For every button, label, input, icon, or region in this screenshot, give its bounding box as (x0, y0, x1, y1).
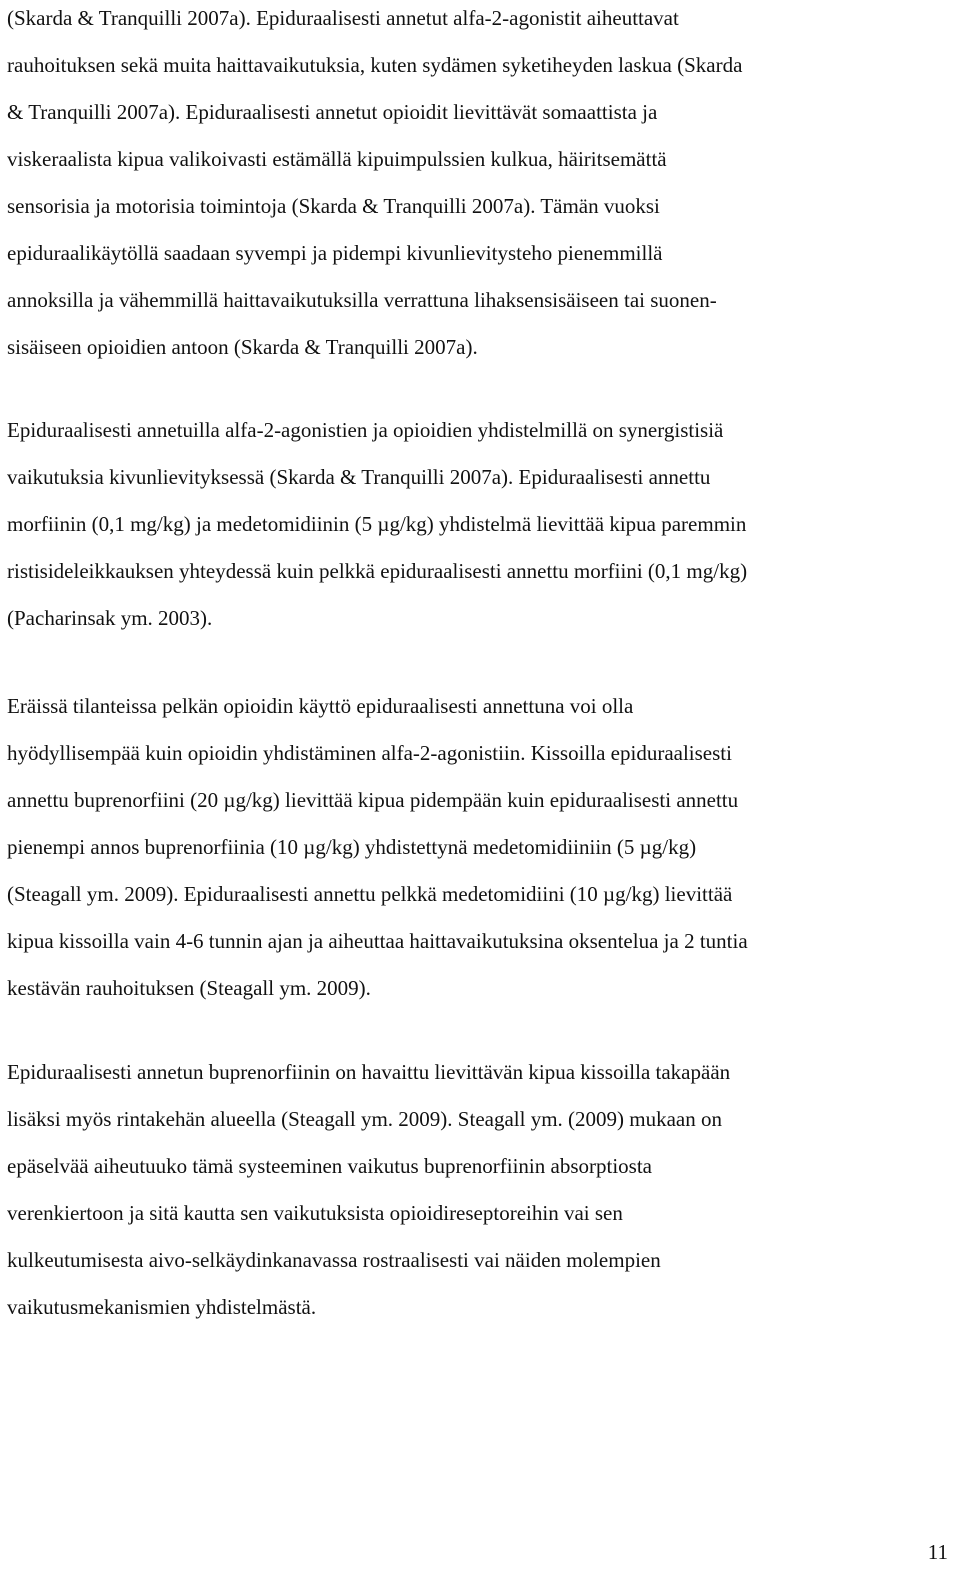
text-line: vaikutuksia kivunlievityksessä (Skarda & Tranquilli 2007a). Epiduraalisesti annettu (7, 465, 711, 489)
text-line: Epiduraalisesti annetun buprenorfiinin on havaittu lievittävän kipua kissoilla takapään (7, 1060, 731, 1084)
paragraph-2 (7, 407, 947, 642)
text-line: Epiduraalisesti annetuilla alfa-2-agonistien ja opioidien yhdistelmillä on synergistisiä (7, 418, 724, 442)
text-line: epiduraalikäytöllä saadaan syvempi ja pidempi kivunlievitysteho pienemmillä (7, 241, 663, 265)
text-line: lisäksi myös rintakehän alueella (Steagall ym. 2009). Steagall ym. (2009) mukaan on (7, 1107, 722, 1131)
page-number: 11 (927, 1540, 948, 1564)
text-line: Eräissä tilanteissa pelkän opioidin käyttö epiduraalisesti annettuna voi olla (7, 694, 634, 718)
paragraph-1 (7, 0, 947, 371)
text-line: pienempi annos buprenorfiinia (10 µg/kg) yhdistettynä medetomidiiniin (5 µg/kg) (7, 835, 697, 859)
text-line: kulkeutumisesta aivo-selkäydinkanavassa rostraalisesti vai näiden molempien (7, 1248, 661, 1272)
text-line: rauhoituksen sekä muita haittavaikutuksia, kuten sydämen syketiheyden laskua (Skarda (7, 53, 743, 77)
text-line: sisäiseen opioidien antoon (Skarda & Tranquilli 2007a). (7, 335, 478, 359)
text-line: verenkiertoon ja sitä kautta sen vaikutuksista opioidireseptoreihin vai sen (7, 1201, 623, 1225)
text-line: (Skarda & Tranquilli 2007a). Epiduraalisesti annetut alfa-2-agonistit aiheuttavat (7, 6, 679, 30)
text-line: (Pacharinsak ym. 2003). (7, 606, 213, 630)
text-line: annettu buprenorfiini (20 µg/kg) lievittää kipua pidempään kuin epiduraalisesti annettu (7, 788, 739, 812)
text-line: morfiinin (0,1 mg/kg) ja medetomidiinin (5 µg/kg) yhdistelmä lievittää kipua paremmin (7, 512, 747, 536)
text-line: viskeraalista kipua valikoivasti estämällä kipuimpulssien kulkua, häiritsemättä (7, 147, 667, 171)
text-line: epäselvää aiheutuuko tämä systeeminen vaikutus buprenorfiinin absorptiosta (7, 1154, 652, 1178)
text-line: (Steagall ym. 2009). Epiduraalisesti annettu pelkkä medetomidiini (10 µg/kg) lievittää (7, 882, 733, 906)
text-line: & Tranquilli 2007a). Epiduraalisesti annetut opioidit lievittävät somaattista ja (7, 100, 658, 124)
text-line: hyödyllisempää kuin opioidin yhdistäminen alfa-2-agonistiin. Kissoilla epiduraalisesti (7, 741, 732, 765)
text-line: ristisideleikkauksen yhteydessä kuin pelkkä epiduraalisesti annettu morfiini (0,1 mg/kg) (7, 559, 748, 583)
paragraph-3 (7, 683, 947, 1012)
text-line: annoksilla ja vähemmillä haittavaikutuksilla verrattuna lihaksensisäiseen tai suonen- (7, 288, 717, 312)
text-line: vaikutusmekanismien yhdistelmästä. (7, 1295, 317, 1319)
text-line: sensorisia ja motorisia toimintoja (Skarda & Tranquilli 2007a). Tämän vuoksi (7, 194, 660, 218)
text-line: kipua kissoilla vain 4-6 tunnin ajan ja aiheuttaa haittavaikutuksina oksentelua ja 2 tuntia (7, 929, 748, 953)
text-line: kestävän rauhoituksen (Steagall ym. 2009). (7, 976, 371, 1000)
paragraph-4 (7, 1049, 947, 1331)
